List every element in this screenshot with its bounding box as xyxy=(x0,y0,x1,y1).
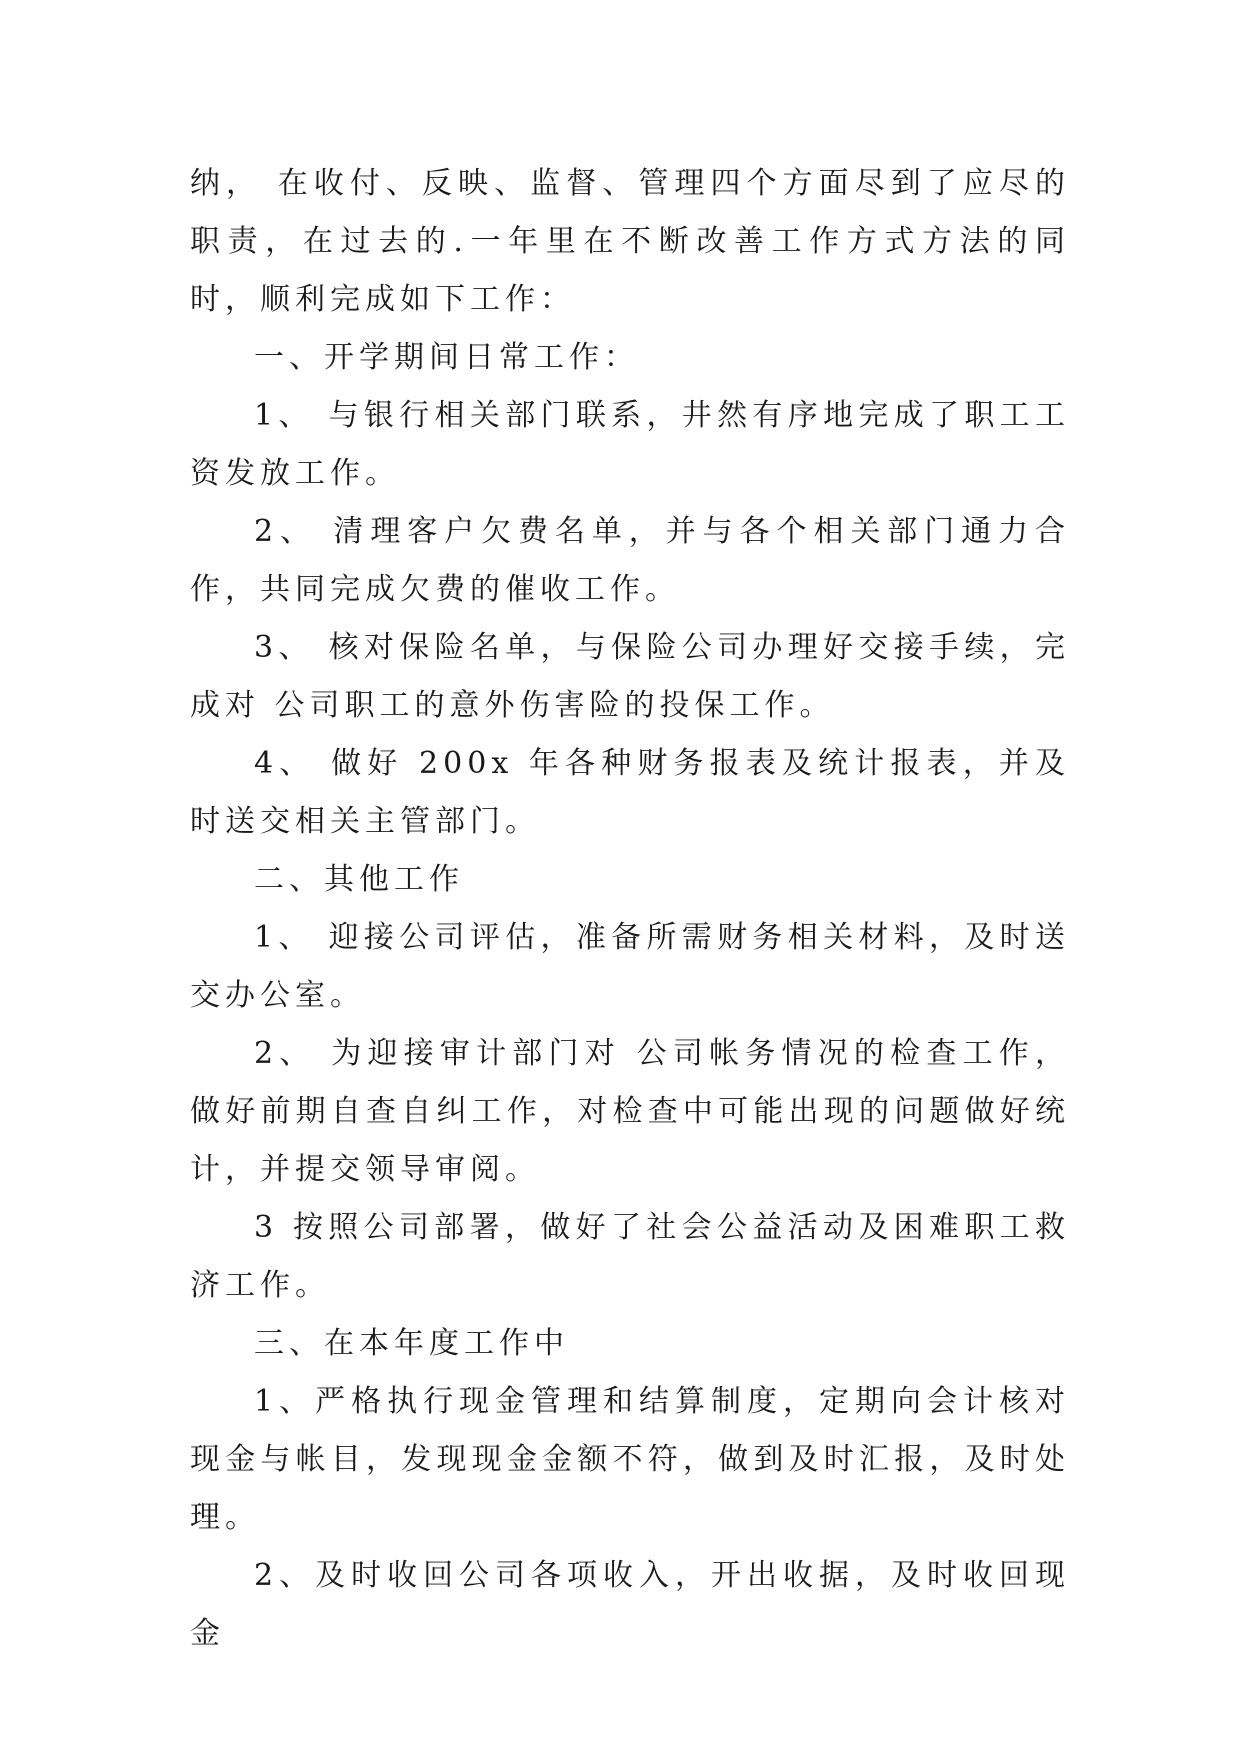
list-item: 2、 为迎接审计部门对 公司帐务情况的检查工作，做好前期自查自纠工作，对检查中可能出现的问题做好统计，并提交领导审阅。 xyxy=(190,1036,1070,1187)
list-item: 1、 与银行相关部门联系，井然有序地完成了职工工资发放工作。 xyxy=(190,398,1070,491)
list-item: 3、 核对保险名单，与保险公司办理好交接手续，完成对 公司职工的意外伤害险的投保工作。 xyxy=(190,630,1070,723)
section-heading-1: 一、开学期间日常工作： xyxy=(254,340,639,375)
section-heading-3: 三、在本年度工作中 xyxy=(254,1326,569,1361)
list-item: 1、 迎接公司评估，准备所需财务相关材料，及时送交办公室。 xyxy=(190,920,1070,1013)
list-item: 3 按照公司部署，做好了社会公益活动及困难职工救济工作。 xyxy=(190,1210,1070,1303)
list-item: 2、 清理客户欠费名单，并与各个相关部门通力合作，共同完成欠费的催收工作。 xyxy=(190,514,1070,607)
list-item: 2、及时收回公司各项收入，开出收据，及时收回现金 xyxy=(190,1558,1070,1651)
list-item: 1、严格执行现金管理和结算制度，定期向会计核对现金与帐目，发现现金金额不符，做到及时汇报，及时处理。 xyxy=(190,1384,1070,1535)
document-body xyxy=(190,155,1070,1663)
list-item: 4、 做好 200x 年各种财务报表及统计报表，并及时送交相关主管部门。 xyxy=(190,746,1070,839)
paragraph-intro: 纳， 在收付、反映、监督、管理四个方面尽到了应尽的职责，在过去的.一年里在不断改善工作方式方法的同时，顺利完成如下工作： xyxy=(190,166,1070,317)
section-heading-2: 二、其他工作 xyxy=(254,862,464,897)
